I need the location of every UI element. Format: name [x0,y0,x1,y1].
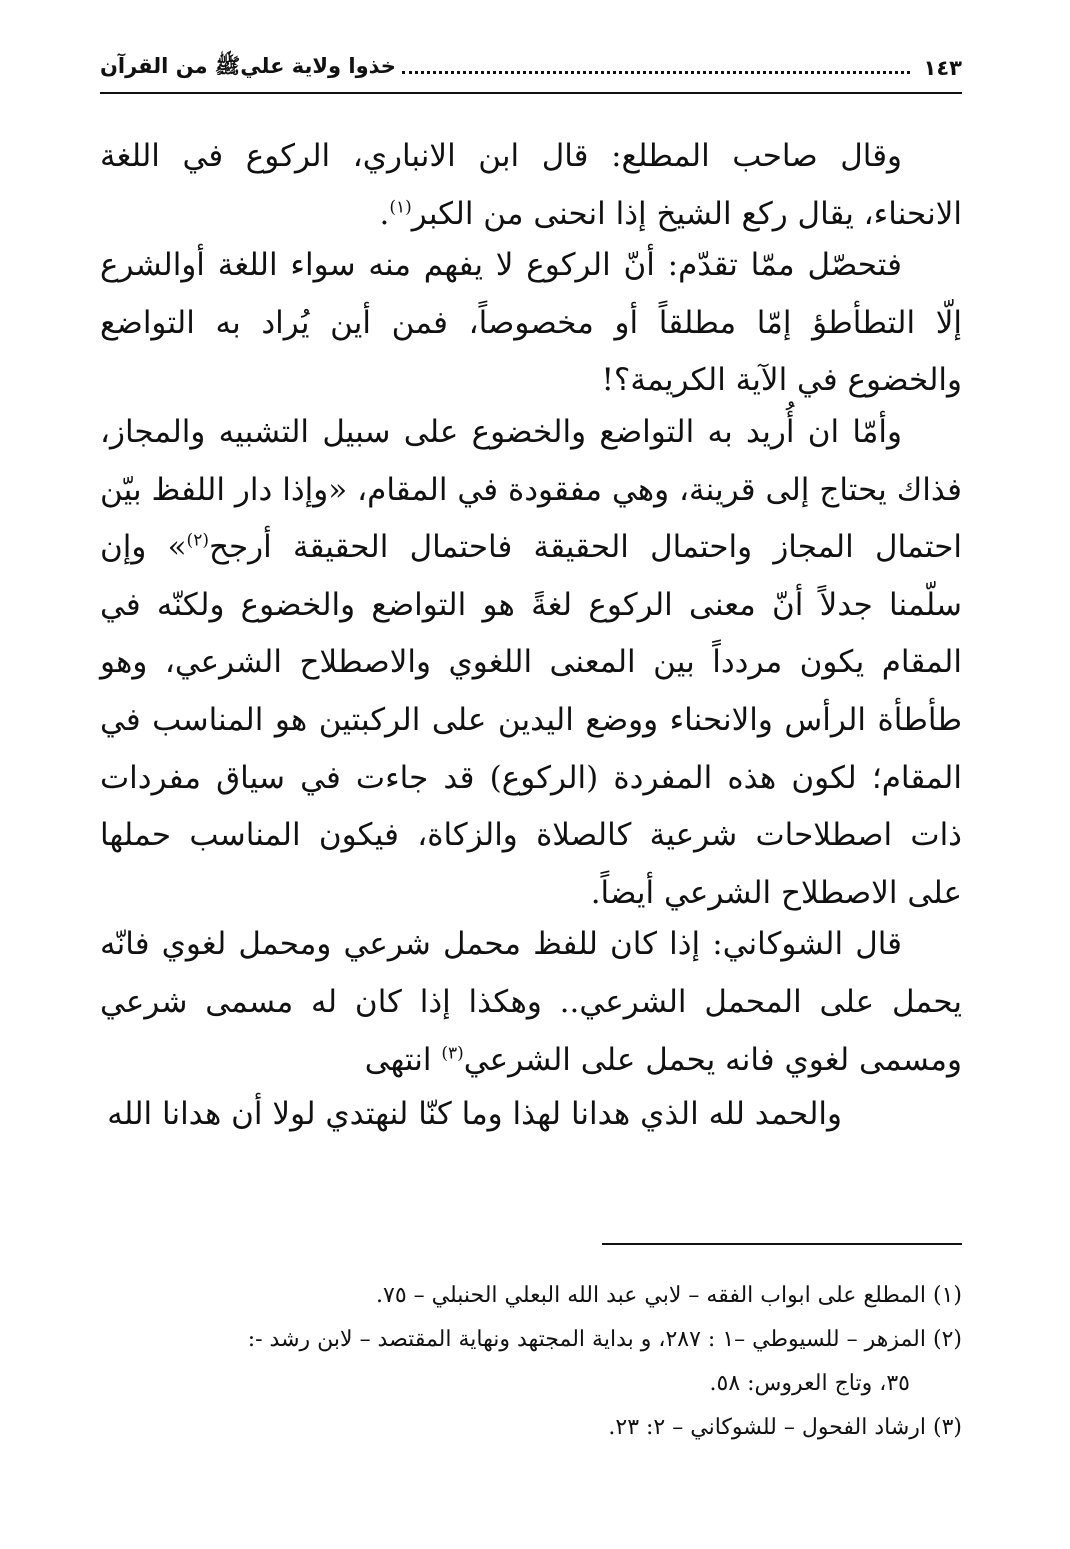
header-dot-leader [402,71,910,74]
paragraph-1 [100,128,962,243]
footnote-2: (٢) المزهر – للسيوطي –١ : ٢٨٧، و بداية المجتهد ونهاية المقتصد – لابن رشد -: [247,1327,962,1352]
paragraph-4-text: قال الشوكاني: إذا كان للفظ محمل شرعي ومحمل لغوي فانّه يحمل على المحمل الشرعي.. وهكذا إذا كان له مسمى شرعي ومسمى لغوي فانه يحمل على الشرعي [100,926,962,1078]
main-text [100,128,962,1144]
paragraph-3 [100,404,962,922]
footnote-2-continued: ٣٥، وتاج العروس: ٥٨. [709,1371,910,1396]
footnotes [100,1274,962,1450]
closing-line: والحمد لله الذي هدانا لهذا وما كنّا لنهتدي لولا أن هدانا الله [107,1096,842,1133]
running-header [100,48,962,88]
footnote-ref-1[interactable]: (١) [389,197,412,218]
footnote-divider [602,1243,962,1245]
paragraph-1-end: . [379,195,390,232]
paragraph-3-text-b: » وإن سلّمنا جدلاً أنّ معنى الركوع لغةً هو التواضع والخضوع ولكنّه في المقام يكون مردداً بين المعنى اللغوي والاصطلاح الشرعي، وهو طأطأة الرأس والانحناء ووضع اليدين على الركبتين هو المناسب في المقام؛ لكون هذه المفردة (الركوع) قد جاءت في سياق مفردات ذات اصطلاحات شرعية كالصلاة والزكاة، فيكون المناسب حملها على الاصطلاح الشرعي أيضاً. [100,529,962,911]
running-title: خذوا ولاية عليﷺ من القرآن [100,53,396,78]
footnote-ref-3[interactable]: (٣) [441,1043,464,1064]
paragraph-1-text: وقال صاحب المطلع: قال ابن الانباري، الركوع في اللغة الانحناء، يقال ركع الشيخ إذا انحنى من الكبر [100,138,962,232]
page-number: ١٤٣ [923,56,962,80]
footnote-3: (٣) ارشاد الفحول – للشوكاني – ٢: ٢٣. [608,1415,962,1440]
header-divider [100,92,962,94]
paragraph-2: فتحصّل ممّا تقدّم: أنّ الركوع لا يفهم منه سواء اللغة أوالشرع إلّا التطأطؤ إمّا مطلقاً أو مخصوصاً، فمن أين يُراد به التواضع والخضوع في الآية الكريمة؟! [100,247,962,399]
footnote-ref-2[interactable]: (٢) [186,530,209,551]
paragraph-3-text-a: وأمّا ان أُريد به التواضع والخضوع على سبيل التشبيه والمجاز، فذاك يحتاج إلى قرينة، وهي مفقودة في المقام، «وإذا دار اللفظ بيّن احتمال المجاز واحتمال الحقيقة فاحتمال الحقيقة أرجح [100,413,962,566]
paragraph-4-end: انتهى [364,1041,442,1078]
footnote-1: (١) المطلع على ابواب الفقه – لابي عبد الله البعلي الحنبلي – ٧٥. [376,1283,962,1308]
paragraph-4 [100,916,962,1089]
